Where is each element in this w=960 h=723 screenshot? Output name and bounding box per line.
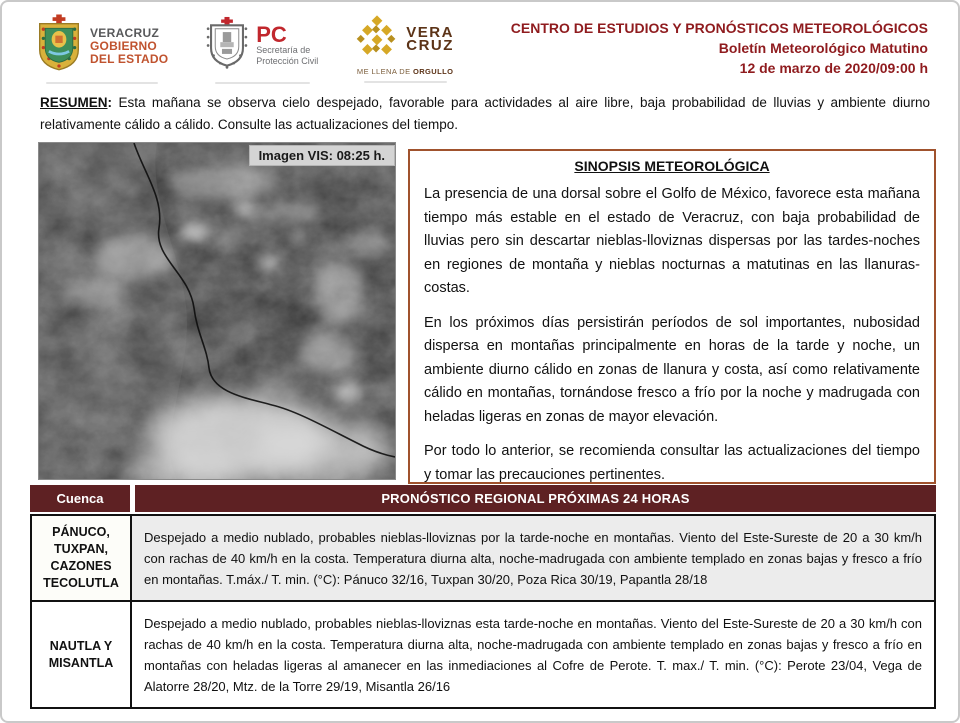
pc-logo-sub2: Protección Civil [256, 55, 319, 66]
resumen-text: Esta mañana se observa cielo despejado, favorable para actividades al aire libre, baja probabilidad de lluvias y ambiente diurno relativamente cálido a cálido. Consulte las actualizaciones del tiempo. [40, 95, 931, 132]
cuenca-cell: NAUTLA Y MISANTLA [32, 602, 132, 707]
gov-logo-line2: GOBIERNO [90, 38, 157, 53]
resumen-label: RESUMEN [40, 95, 108, 110]
bulletin-subtitle: Boletín Meteorológico Matutino [718, 40, 928, 56]
logo-underline [364, 81, 447, 83]
orgullo-word2: CRUZ [406, 36, 454, 54]
pc-shield-icon [206, 14, 248, 77]
orgullo-ornament-icon [356, 14, 398, 63]
satellite-image [38, 142, 396, 480]
forecast-cell: Despejado a medio nublado, probables nieblas-lloviznas esta tarde-noche en montañas. Viento del Este-Sureste de 20 a 30 km/h con rachas de 40 km/h en la costa. Temperatura diurna alta, noche-madrugada con ambiente templado en zonas bajas y fresco a frío en montañas con heladas ligeras al amanecer en las inmediaciones al Cofre de Perote. T. max./ T. min. (°C): Perote 23/04, Vega de Alatorre 28/20, Mtz. de la Torre 29/19, Misantla 26/16 [132, 602, 934, 707]
orgullo-word1: VERA [406, 23, 454, 41]
proteccion-civil-logo [206, 14, 318, 84]
veracruz-coat-of-arms-icon [36, 14, 82, 77]
satellite-clouds-graphic [39, 143, 395, 479]
resumen-paragraph [40, 92, 930, 136]
column-header-cuenca: Cuenca [30, 485, 130, 512]
pc-logo-abbr: PC [256, 22, 287, 47]
table-body [30, 514, 936, 709]
logo-underline [215, 82, 310, 84]
sinopsis-paragraph-1: La presencia de una dorsal sobre el Golfo de México, favorece esta mañana tiempo más estable en el estado de Veracruz, con baja probabilidad de lluvias pero sin descartar nieblas-lloviznas dispersas por las tardes-noches en regiones de montaña y nieblas nocturnas a matutinas en las llanuras-costas. [424, 186, 920, 296]
org-title: CENTRO DE ESTUDIOS Y PRONÓSTICOS METEOROLÓGICOS [510, 20, 928, 36]
table-row [32, 600, 934, 707]
header [36, 12, 932, 90]
pc-logo-sub1: Secretaría de [256, 45, 311, 55]
orgullo-logo [356, 14, 454, 84]
table-row [32, 516, 934, 600]
resumen-colon: : [107, 95, 119, 110]
bulletin-datetime: 12 de marzo de 2020/09:00 h [739, 60, 928, 76]
sinopsis-box [408, 149, 936, 484]
sinopsis-title: SINOPSIS METEOROLÓGICA [574, 158, 770, 174]
forecast-table [30, 485, 936, 709]
satellite-timestamp-label: Imagen VIS: 08:25 h. [249, 145, 395, 166]
logo-underline [46, 82, 158, 84]
sinopsis-paragraph-3: Por todo lo anterior, se recomienda consultar las actualizaciones del tiempo y tomar las precauciones pertinentes. [424, 443, 920, 483]
veracruz-gov-logo [36, 14, 168, 84]
sinopsis-paragraph-2: En los próximos días persistirán períodos de sol importantes, nubosidad dispersa en montañas principalmente en horas de la tarde y noche, un ambiente diurno cálido en zonas de llanura y costa, así como relativamente cálido en montañas, tornándose fresco a frío por la noche y madrugada con heladas ligeras en zonas de mayor elevación. [424, 314, 920, 425]
cuenca-cell: PÁNUCO, TUXPAN, CAZONES TECOLUTLA [32, 516, 132, 600]
gov-logo-line3: DEL ESTADO [90, 51, 169, 66]
orgullo-tagline: ME LLENA DE ORGULLO [356, 67, 454, 76]
gov-logo-name: VERACRUZ [90, 25, 160, 40]
table-header-row [30, 485, 936, 512]
logo-strip [36, 14, 454, 84]
bulletin-titleblock [511, 18, 928, 78]
column-header-forecast: PRONÓSTICO REGIONAL PRÓXIMAS 24 HORAS [135, 485, 936, 512]
forecast-cell: Despejado a medio nublado, probables nieblas-lloviznas por la tarde-noche en montañas. Viento del Este-Sureste de 20 a 30 km/h con rachas de 40 km/h en la costa. Temperatura diurna alta, noche-madrugada con ambiente templado en zonas bajas y fresco a frío en montañas. T.máx./ T. min. (°C): Pánuco 32/16, Tuxpan 30/20, Poza Rica 30/19, Papantla 28/18 [132, 516, 934, 600]
